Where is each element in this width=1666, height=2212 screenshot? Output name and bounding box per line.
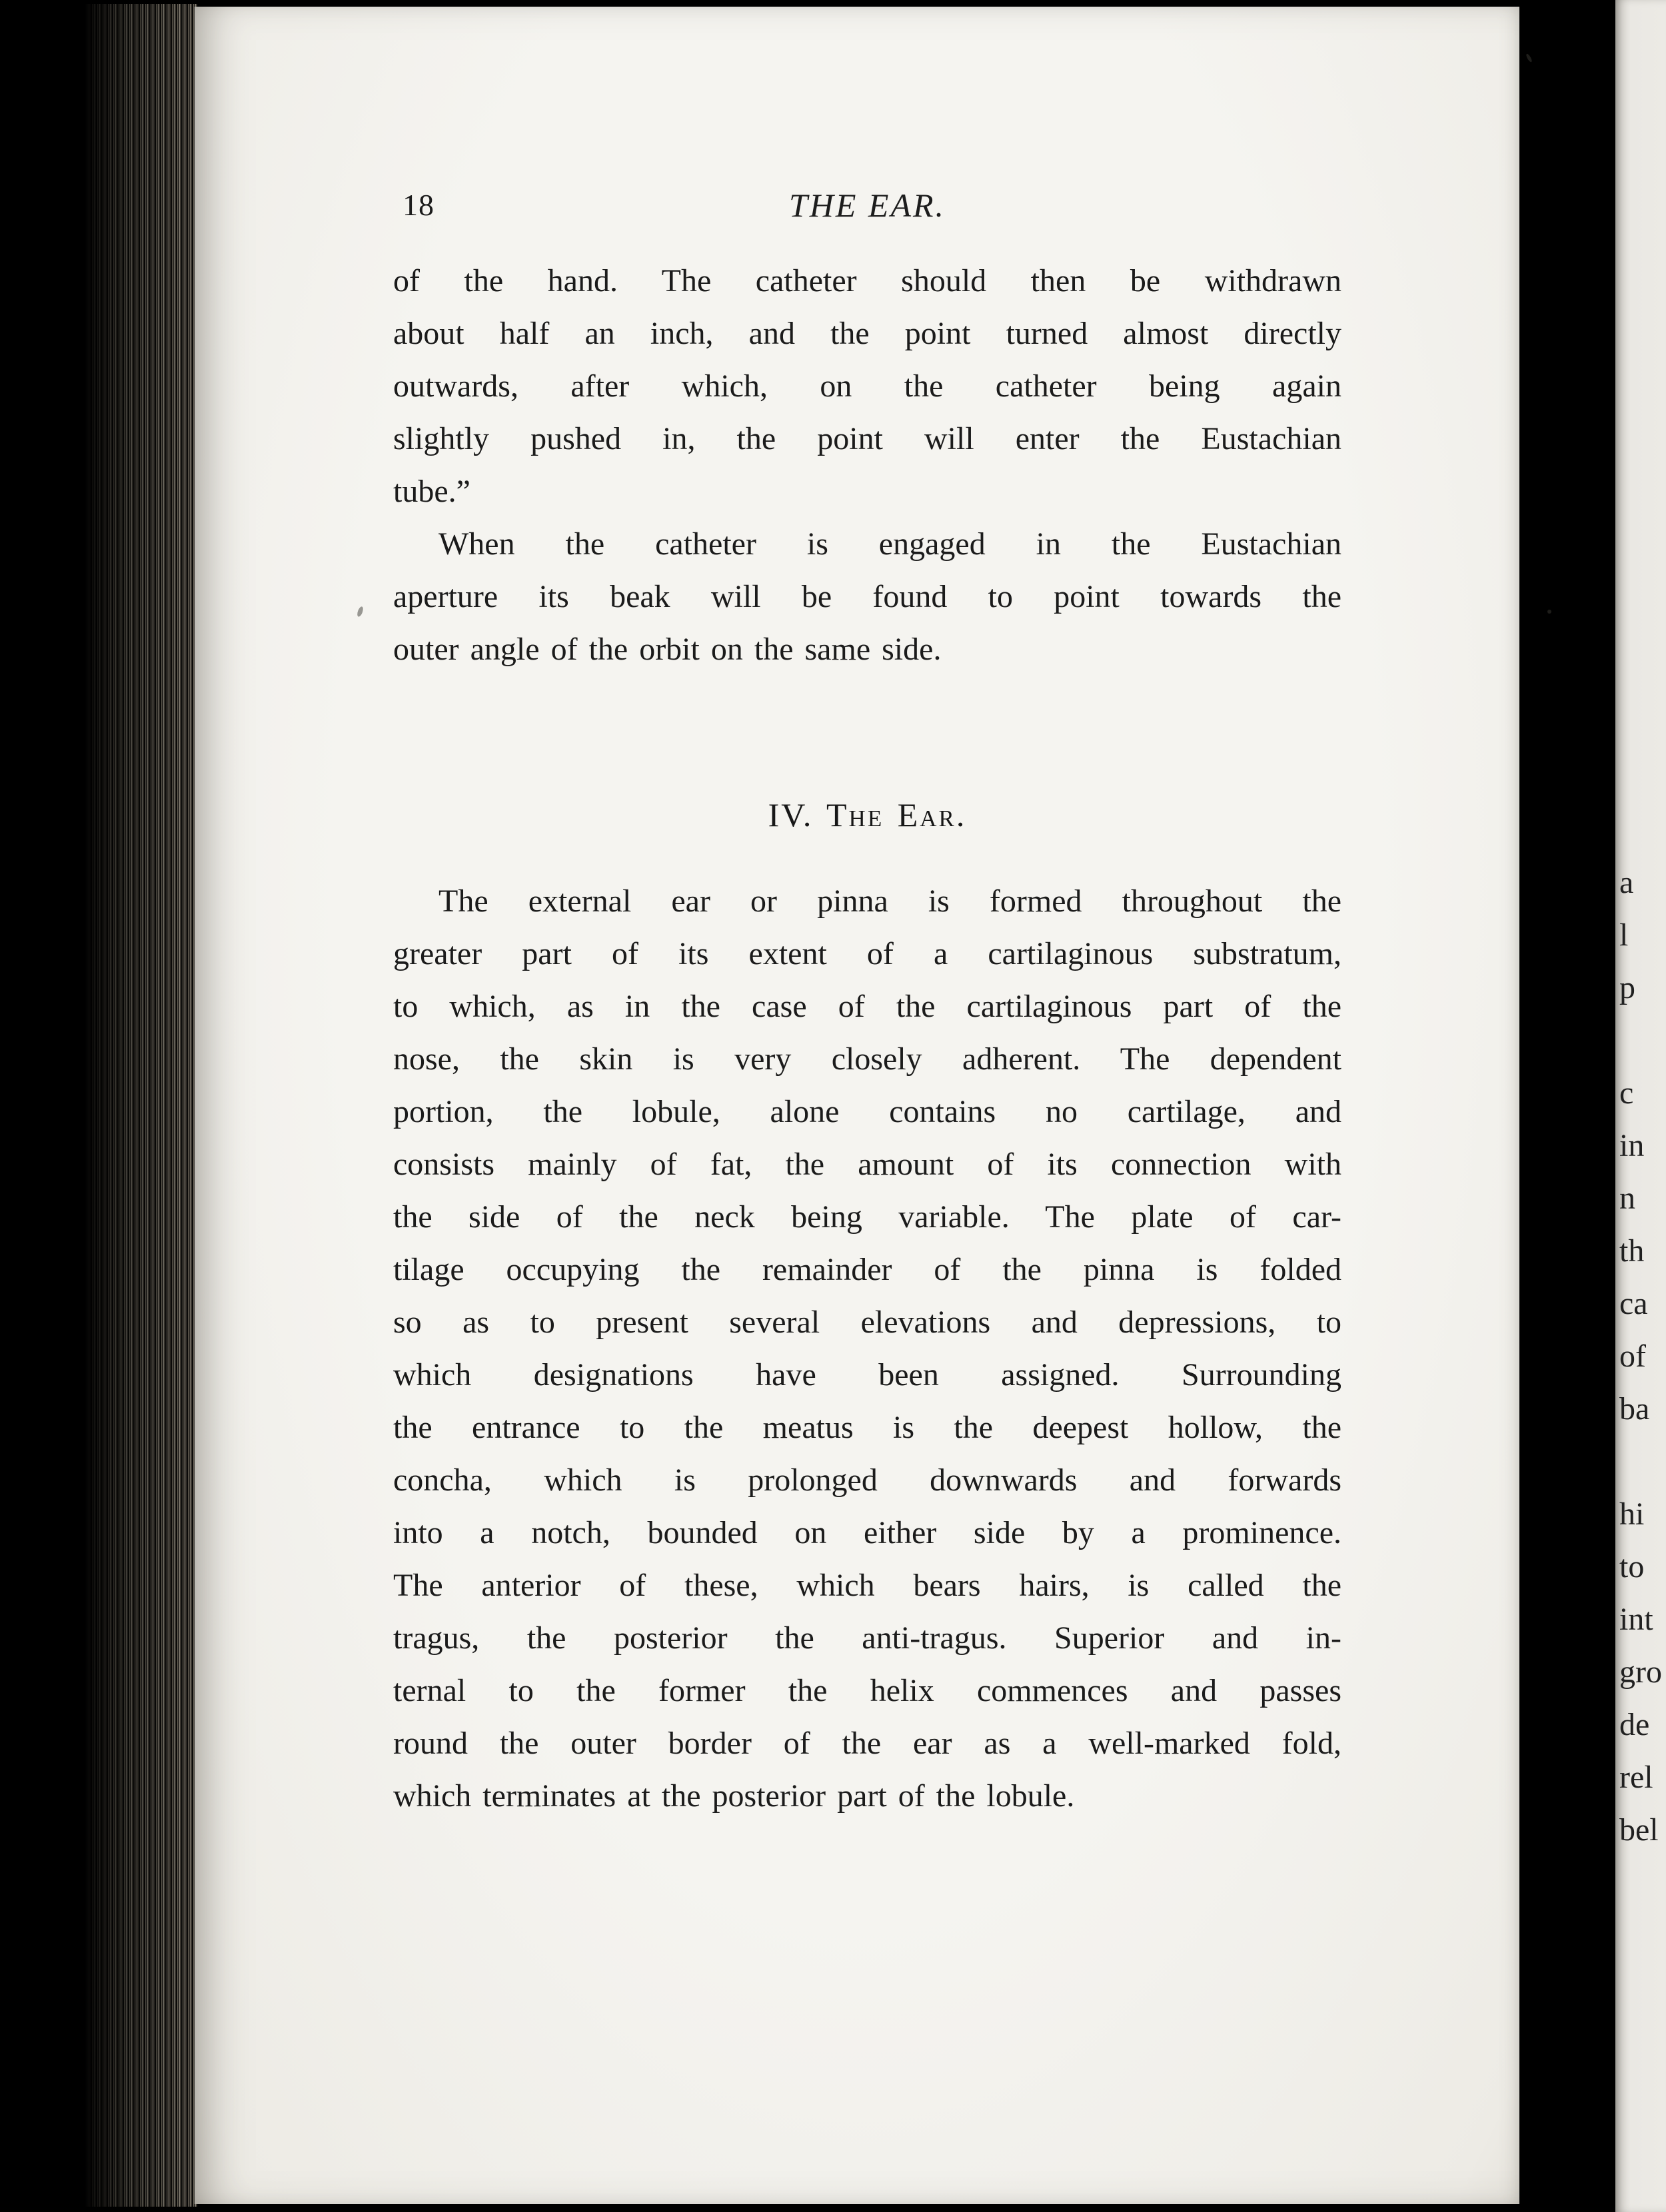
text-line: ternal to the former the helix commences and passes bbox=[393, 1673, 1341, 1708]
fragment-line: ba bbox=[1619, 1391, 1650, 1426]
fragment-line: c bbox=[1619, 1075, 1634, 1111]
text-line: tilage occupying the remainder of the pinna is folded bbox=[393, 1252, 1341, 1287]
section-heading: IV. The Ear. bbox=[768, 796, 967, 833]
text-line: which designations have been assigned. Surrounding bbox=[393, 1357, 1341, 1392]
paragraph-external-ear bbox=[393, 875, 1341, 1822]
paragraph-catheter-engaged bbox=[393, 518, 1341, 676]
text-line: consists mainly of fat, the amount of its connection with bbox=[393, 1147, 1341, 1182]
page-header bbox=[393, 187, 1341, 227]
text-line: tube.” bbox=[393, 474, 470, 509]
paragraph-catheter-withdrawn bbox=[393, 255, 1341, 518]
running-title: THE EAR. bbox=[788, 187, 946, 224]
text-line: When the catheter is engaged in the Eustachian bbox=[438, 526, 1341, 562]
text-line: about half an inch, and the point turned almost directly bbox=[393, 316, 1341, 351]
fragment-line: int bbox=[1619, 1602, 1653, 1637]
fragment-line: rel bbox=[1619, 1760, 1653, 1795]
text-line: aperture its beak will be found to point towards the bbox=[393, 579, 1341, 614]
text-line: which terminates at the posterior part of the lobule. bbox=[393, 1778, 1075, 1814]
text-line: concha, which is prolonged downwards and forwards bbox=[393, 1462, 1341, 1498]
text-line: The external ear or pinna is formed throughout the bbox=[438, 883, 1341, 919]
fragment-line: in bbox=[1619, 1128, 1645, 1163]
fragment-line: th bbox=[1619, 1233, 1645, 1269]
scan-speck bbox=[1547, 610, 1551, 614]
text-line: portion, the lobule, alone contains no cartilage, and bbox=[393, 1094, 1341, 1129]
text-line: the side of the neck being variable. The plate of car- bbox=[393, 1199, 1341, 1235]
text-line: to which, as in the case of the cartilaginous part of the bbox=[393, 989, 1341, 1024]
fragment-line: hi bbox=[1619, 1496, 1645, 1532]
text-line: outer angle of the orbit on the same side. bbox=[393, 632, 942, 667]
fragment-line: of bbox=[1619, 1339, 1646, 1374]
text-line: outwards, after which, on the catheter being again bbox=[393, 368, 1341, 404]
book-page bbox=[195, 7, 1519, 2204]
scan-speck bbox=[356, 606, 364, 617]
fragment-line: a bbox=[1619, 865, 1634, 900]
text-line: slightly pushed in, the point will enter the Eustachian bbox=[393, 421, 1341, 456]
text-line: greater part of its extent of a cartilaginous substratum, bbox=[393, 936, 1341, 971]
fragment-line: to bbox=[1619, 1549, 1645, 1584]
next-page-sliver bbox=[1615, 0, 1666, 2212]
page-number: 18 bbox=[403, 188, 434, 222]
text-block bbox=[393, 255, 1341, 1822]
next-page-text-fragments bbox=[1615, 856, 1666, 1856]
scan-speck bbox=[1525, 53, 1533, 63]
text-line: round the outer border of the ear as a well-marked fold, bbox=[393, 1726, 1341, 1761]
fragment-line: l bbox=[1619, 917, 1629, 953]
fragment-line: n bbox=[1619, 1181, 1635, 1216]
fragment-line: ca bbox=[1619, 1286, 1648, 1321]
text-line: the entrance to the meatus is the deepest hollow, the bbox=[393, 1410, 1341, 1445]
fragment-line: p bbox=[1619, 970, 1635, 1005]
text-line: so as to present several elevations and depressions, to bbox=[393, 1305, 1341, 1340]
text-line: into a notch, bounded on either side by a prominence. bbox=[393, 1515, 1341, 1550]
fragment-line: gro bbox=[1619, 1654, 1662, 1690]
text-line: tragus, the posterior the anti-tragus. Superior and in- bbox=[393, 1620, 1341, 1656]
page-edges bbox=[85, 4, 197, 2207]
text-line: The anterior of these, which bears hairs, is called the bbox=[393, 1568, 1341, 1603]
text-line: of the hand. The catheter should then be withdrawn bbox=[393, 263, 1341, 298]
fragment-line: bel bbox=[1619, 1812, 1659, 1848]
text-line: nose, the skin is very closely adherent. The dependent bbox=[393, 1041, 1341, 1077]
fragment-line: de bbox=[1619, 1707, 1650, 1742]
fragment-line bbox=[1615, 1435, 1666, 1488]
fragment-line bbox=[1615, 1014, 1666, 1067]
